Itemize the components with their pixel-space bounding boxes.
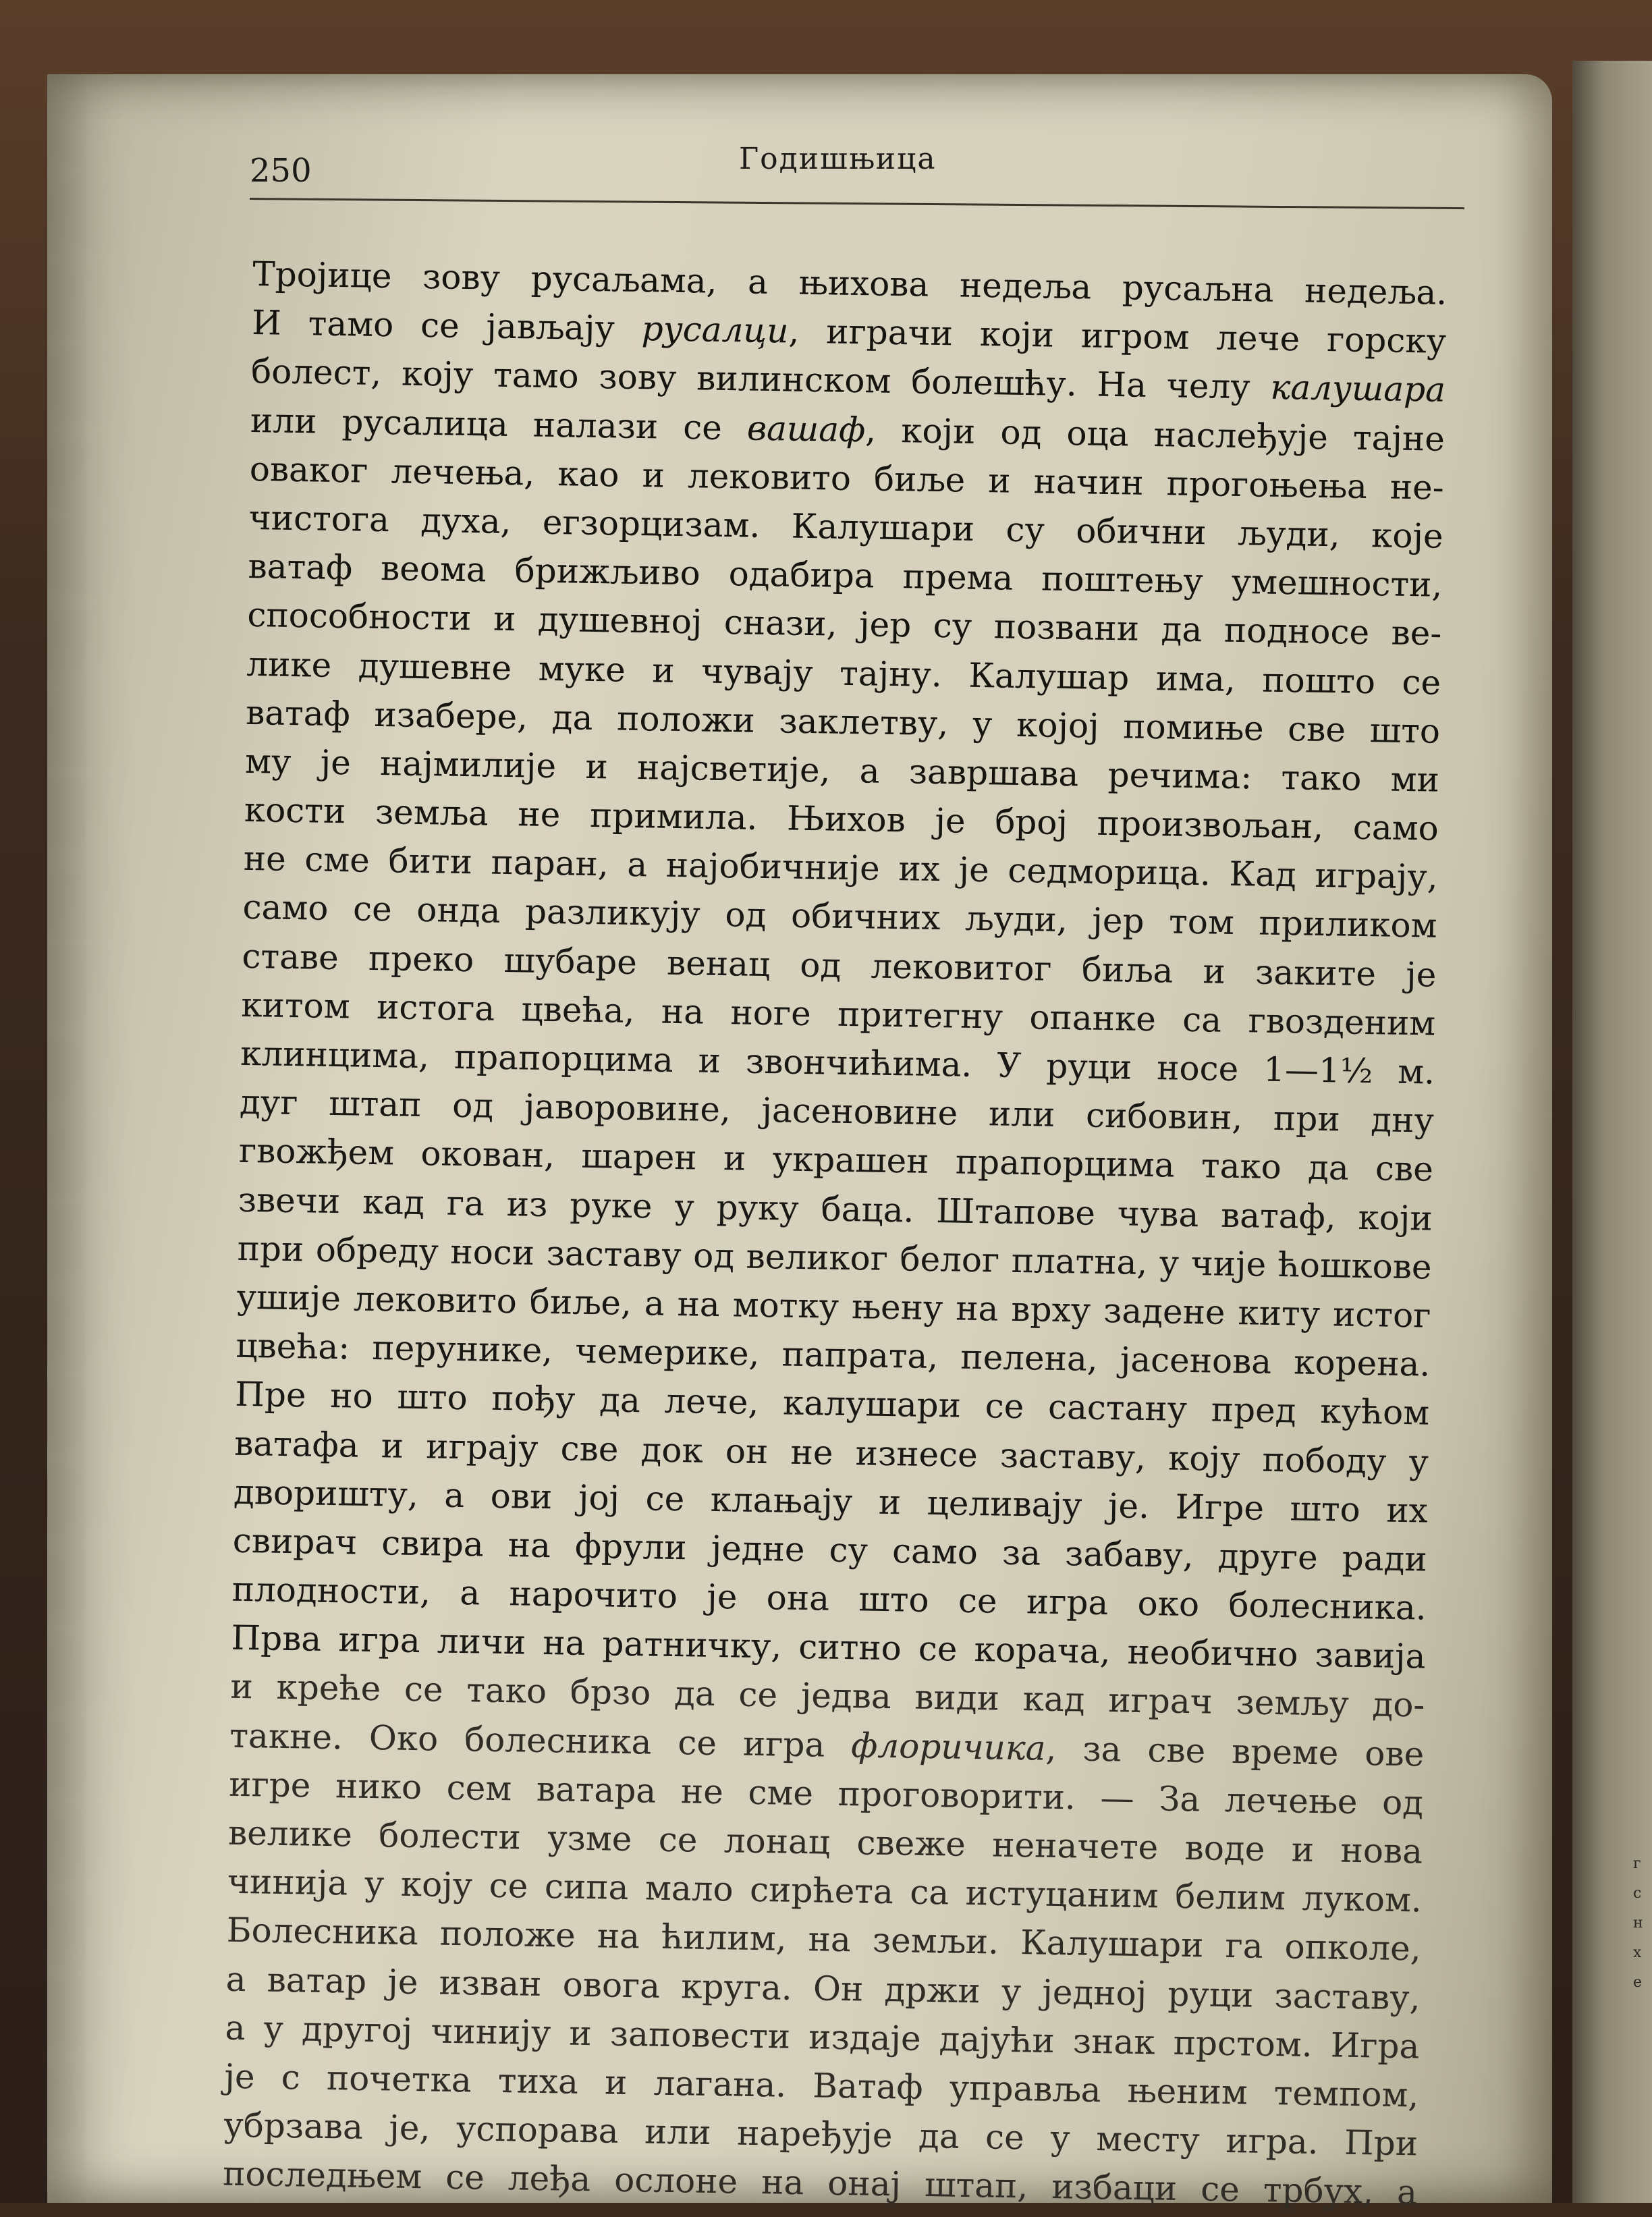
body-text bbox=[223, 250, 1448, 2217]
adjacent-page-letter: х bbox=[1633, 1944, 1642, 1961]
text-line: ватаф веома брижљиво одабира према поштењу умешности, bbox=[248, 547, 1443, 605]
text-line: кости земља не примила. Њихов је број произвољан, само bbox=[244, 790, 1439, 848]
text-line: И тамо се јављају русалци, играчи који игром лече горску bbox=[251, 303, 1447, 361]
text-line: свирач свира на фрули једне су само за забаву, друге ради bbox=[232, 1521, 1428, 1579]
text-line: цвећа: перунике, чемерике, папрата, пелена, јасенова корена. bbox=[236, 1325, 1431, 1384]
text-line: способности и душевној снази, јер су позвани да подносе ве- bbox=[247, 595, 1442, 654]
adjacent-page-letter: е bbox=[1633, 1974, 1643, 1991]
text-line: плодности, а нарочито је она што се игра око болесника. bbox=[231, 1569, 1427, 1628]
text-line: при обреду носи заставу од великог белог платна, у чије ћошкове bbox=[237, 1228, 1432, 1287]
text-line: убрзава је, успорава или наређује да се у месту игра. При bbox=[223, 2105, 1419, 2164]
text-line: само се онда разликују од обичних људи, јер том приликом bbox=[242, 887, 1437, 946]
text-line: а ватар је изван овога круга. Он држи у једној руци заставу, bbox=[225, 1959, 1421, 2018]
page-number: 250 bbox=[250, 152, 312, 190]
adjacent-page-letter: н bbox=[1633, 1915, 1643, 1932]
adjacent-page-letter: г bbox=[1633, 1855, 1641, 1872]
text-line: Тројице зову русаљама, а њихова недеља русаљна недеља. bbox=[252, 254, 1448, 312]
text-line: велике болести узме се лонац свеже неначете воде и нова bbox=[227, 1813, 1423, 1871]
text-line: му је најмилије и најсветије, а завршава речима: тако ми bbox=[244, 741, 1440, 800]
text-line: дворишту, а ови јој се клањају и целивају је. Игре што их bbox=[233, 1472, 1429, 1531]
text-line: клинцима, прапорцима и звончићима. У руци носе 1—1½ м. bbox=[240, 1033, 1435, 1092]
adjacent-page-text bbox=[1633, 1849, 1652, 1998]
text-line: такне. Око болесника се игра флоричика, за све време ове bbox=[229, 1716, 1425, 1774]
text-line: ватаф изабере, да положи заклетву, у којој помиње све што bbox=[245, 692, 1441, 751]
adjacent-page-letter: с bbox=[1633, 1885, 1642, 1902]
text-line: оваког лечења, као и лековито биље и начин прогоњења не- bbox=[249, 449, 1445, 508]
text-line: не сме бити паран, а најобичније их је седморица. Кад играју, bbox=[243, 839, 1439, 897]
text-line: чистога духа, егзорцизам. Калушари су обични људи, које bbox=[248, 497, 1444, 556]
page-header bbox=[250, 138, 1464, 199]
text-line: чинија у коју се сипа мало сирћета са истуцаним белим луком. bbox=[227, 1861, 1423, 1920]
text-line: китом истога цвећа, на ноге притегну опанке са гвозденим bbox=[240, 985, 1436, 1043]
text-line: Болесника положе на ћилим, на земљи. Калушари га опколе, bbox=[226, 1911, 1422, 1969]
running-title: Годишњица bbox=[739, 142, 937, 176]
text-line: последњем се леђа ослоне на онај штап, избаци се трбух, а bbox=[222, 2154, 1418, 2212]
text-line: звечи кад га из руке у руку баца. Штапове чува ватаф, који bbox=[238, 1180, 1433, 1238]
text-line: гвожђем окован, шарен и украшен прапорцима тако да све bbox=[238, 1131, 1434, 1190]
text-line: а у другој чинију и заповести издаје дајући знак прстом. Игра bbox=[225, 2008, 1420, 2067]
text-line: ставе преко шубаре венац од лековитог биља и закитe је bbox=[242, 936, 1437, 995]
text-line: болест, коју тамо зову вилинском болешћу. На челу калушара bbox=[250, 352, 1446, 410]
text-line: је с почетка тиха и лагана. Ватаф управља њеним темпом, bbox=[224, 2056, 1419, 2115]
text-line: ушије лековито биље, а на мотку њену на врху задене киту истог bbox=[236, 1277, 1431, 1336]
text-line: ватафа и играју све док он не изнесе заставу, коју пободу у bbox=[233, 1423, 1429, 1482]
text-line: Прва игра личи на ратничку, ситно се корача, необично завија bbox=[231, 1618, 1426, 1676]
text-line: Пре но што пођу да лече, калушари се састану пред кућом bbox=[234, 1375, 1430, 1433]
text-line: игре нико сем ватара не сме проговорити. — За лечење од bbox=[228, 1764, 1424, 1823]
text-line: лике душевне муке и чувају тајну. Калушар има, пошто се bbox=[246, 644, 1441, 703]
text-line: дуг штап од јаворовине, јасеновине или сибовин, при дну bbox=[239, 1083, 1435, 1141]
text-line: или русалица налази се вашаф, који од оца наслеђује тајне bbox=[250, 400, 1446, 459]
text-line: и креће се тако брзо да се једва види кад играч земљу до- bbox=[230, 1667, 1425, 1725]
